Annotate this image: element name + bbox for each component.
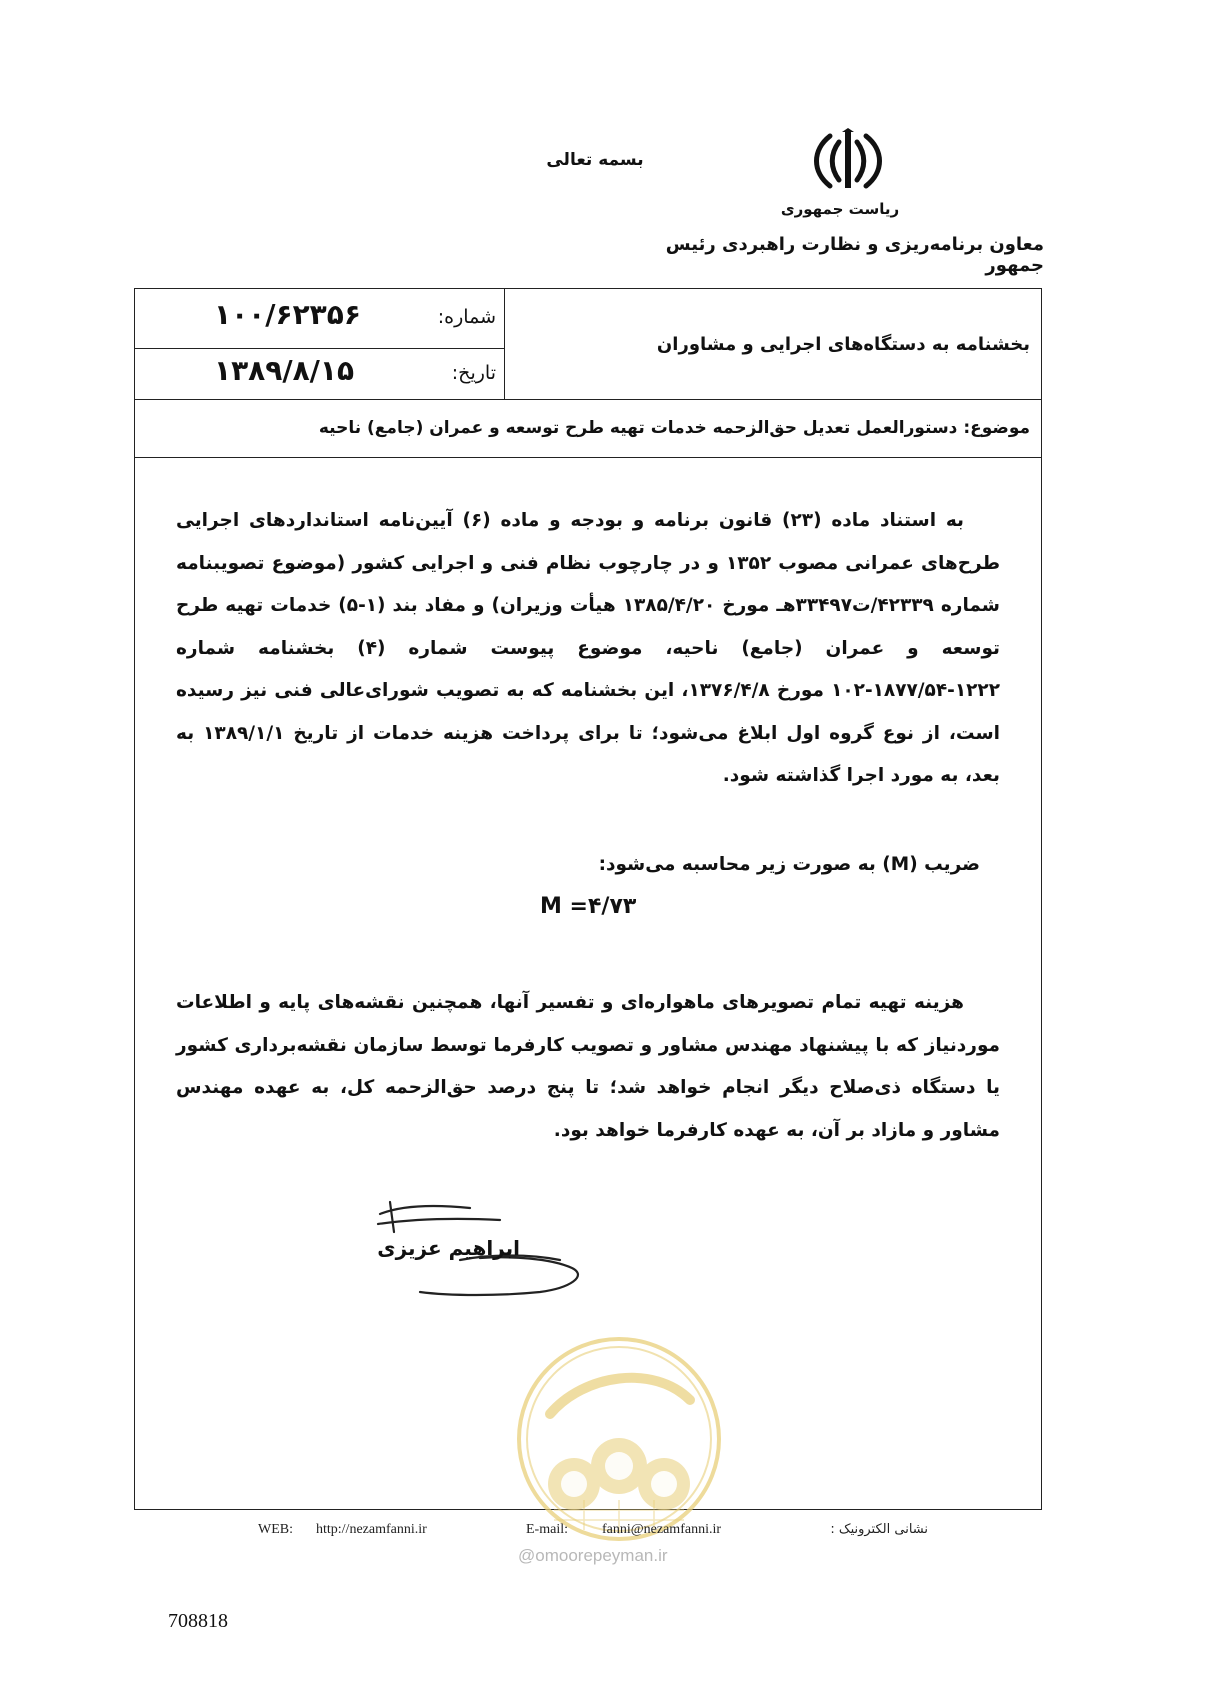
letter-number-label: شماره: — [437, 306, 496, 328]
footer-web-label: WEB: — [258, 1522, 293, 1537]
footer-email-label: E-mail: — [526, 1522, 568, 1537]
footer-address-label: نشانی الکترونیک : — [830, 1522, 928, 1537]
coefficient-line: ضریب (M) به صورت زیر محاسبه می‌شود: — [598, 854, 980, 875]
watermark-text: @omoorepeyman.ir — [518, 1546, 668, 1565]
omoorepeyman-seal — [514, 1334, 724, 1544]
body-paragraph-2: هزینه تهیه تمام تصویرهای ماهواره‌ای و تفسیر آنها، همچنین نقشه‌های پایه و اطلاعات موردنیاز که با پیشنهاد مهندس مشاور و تصویب کارفرما توسط سازمان نقشه‌برداری کشور یا دستگاه ذی‌صلاح دیگر انجام خواهد شد؛ تا پنج درصد حق‌الزحمه کل، به عهده مهندس مشاور و مازاد بر آن، به عهده کارفرما خواهد بود. — [176, 992, 1000, 1141]
body-paragraph-1: به استناد ماده (۲۳) قانون برنامه و بودجه و ماده (۶) آیین‌نامه استانداردهای اجرایی طرح‌های عمرانی مصوب ۱۳۵۲ و در چارچوب نظام فنی و اجرایی کشور (موضوع تصویبنامه شماره ۴۲۳۳۹/ت۳۳۴۹۷هـ مورخ ۱۳۸۵/۴/۲۰ هیأت وزیران) و مفاد بند (۱-۵) خدمات تهیه طرح توسعه و عمران (جامع) ناحیه، موضوع پیوست شماره (۴) بخشنامه شماره ۱۲۲۲-۱۸۷۷/۵۴-۱۰۲ مورخ ۱۳۷۶/۴/۸، این بخشنامه که به تصویب شورای‌عالی فنی نیز رسیده است، از نوع گروه اول ابلاغ می‌شود؛ تا برای پرداخت هزینه خدمات از تاریخ ۱۳۸۹/۱/۱ به بعد، به مورد اجرا گذاشته شود. — [176, 510, 1000, 786]
presidency-title: ریاست جمهوری — [780, 200, 900, 218]
letter-number-value: ۱۰۰/۶۲۳۵۶ — [214, 298, 361, 331]
header-vertical-divider — [504, 288, 505, 400]
signer-name: ابراهیم عزیزی — [377, 1236, 520, 1260]
addressee: بخشنامه به دستگاه‌های اجرایی و مشاوران — [656, 334, 1030, 355]
header-horizontal-divider — [134, 348, 504, 349]
coefficient-formula: M =۴/۷۳ — [540, 894, 637, 919]
subject-line: موضوع: دستورالعمل تعدیل حق‌الزحمه خدمات تهیه طرح توسعه و عمران (جامع) ناحیه — [318, 418, 1030, 438]
footer-email[interactable]: fanni@nezamfanni.ir — [602, 1522, 722, 1537]
iran-emblem-icon — [808, 128, 888, 194]
footer-web-url[interactable]: http://nezamfanni.ir — [316, 1522, 427, 1537]
letter-date-label: تاریخ: — [451, 362, 496, 384]
letter-date-value: ۱۳۸۹/۸/۱۵ — [214, 354, 355, 387]
document-number: 708818 — [168, 1610, 228, 1632]
vice-presidency-title: معاون برنامه‌ریزی و نظارت راهبردی رئیس جمهور — [665, 234, 1044, 276]
bismillah-heading: بسمه تعالی — [546, 150, 644, 170]
